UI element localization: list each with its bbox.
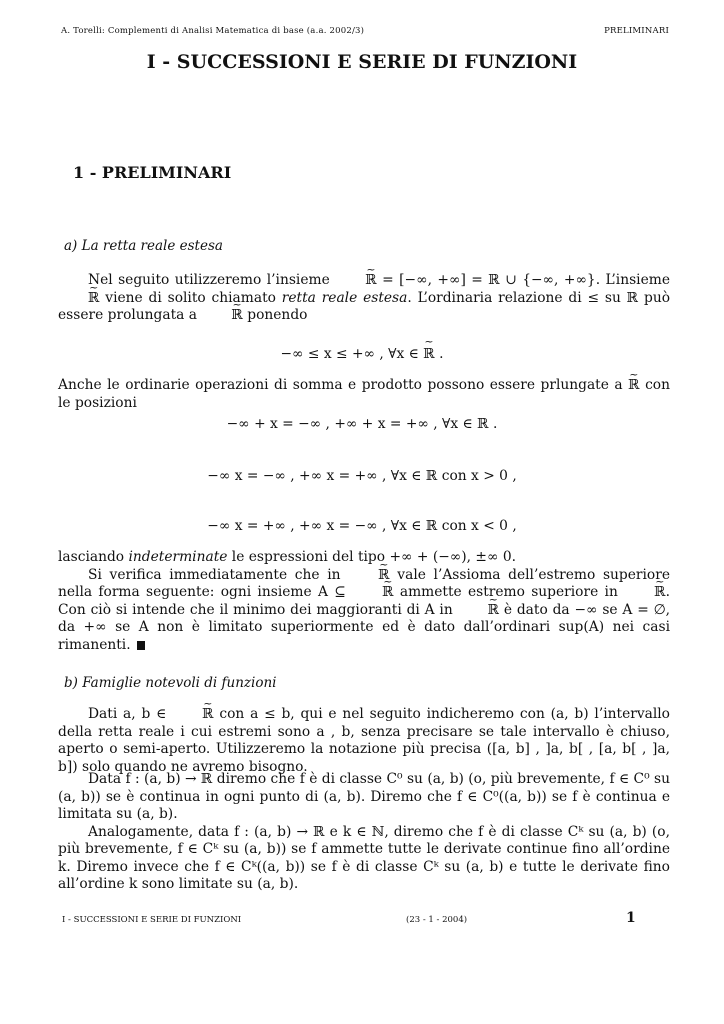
text-a1-end: ponendo <box>242 307 308 323</box>
eq1-text: −∞ ≤ x ≤ +∞ , ∀x ∈ <box>280 346 424 362</box>
text-a1-start: Nel seguito utilizzeremo l’insieme <box>88 272 336 288</box>
qed-square-icon <box>137 641 145 650</box>
running-header-left: A. Torelli: Complementi di Analisi Matematica di base (a.a. 2002/3) <box>61 26 365 36</box>
subsection-b-title: b) Famiglie notevoli di funzioni <box>64 675 277 691</box>
extended-reals-symbol: ~ ℝ <box>58 290 99 308</box>
extended-reals-symbol: ~ ℝ <box>201 307 242 325</box>
chapter-title: I - SUCCESSIONI E SERIE DI FUNZIONI <box>146 51 578 73</box>
section-title: 1 - PRELIMINARI <box>73 163 232 182</box>
paragraph-a1 <box>58 272 670 325</box>
extended-reals-symbol: ~ ℝ <box>352 584 393 602</box>
paragraph-b2 <box>58 771 670 894</box>
extended-reals-symbol: ~ ℝ <box>458 602 499 620</box>
extended-reals-symbol: ~ ℝ <box>423 346 434 362</box>
extended-reals-symbol: ~ ℝ <box>335 272 376 290</box>
text-a1-cont: viene di solito chiamato <box>99 289 282 306</box>
text-b2: Data f : (a, b) → ℝ diremo che f è di classe C⁰ su (a, b) (o, più brevemente, f ∈ C⁰ su (a, b)) se è continua in ogni punto di (a, b). Diremo che f ∈ C⁰((a, b)) se f è continua e limitata su (a, b). <box>58 771 670 822</box>
subsection-a-title: a) La retta reale estesa <box>64 238 223 254</box>
text-a2-end: con le posizioni <box>58 377 670 411</box>
running-footer-date: (23 - 1 - 2004) <box>406 915 468 925</box>
text-a2-start: Anche le ordinarie operazioni di somma e prodotto possono essere prlungate a <box>58 377 629 393</box>
term-indeterminate: indeterminate <box>128 549 228 565</box>
extended-reals-symbol: ~ ℝ <box>348 567 389 585</box>
text-b1-start: Dati a, b ∈ <box>88 706 173 722</box>
text-a4-mid3: . Con ciò si intende che il minimo dei maggioranti di A in <box>58 584 671 618</box>
paragraph-b1 <box>58 706 670 776</box>
extended-reals-symbol: ~ ℝ <box>624 584 665 602</box>
text-b3: Analogamente, data f : (a, b) → ℝ e k ∈ ℕ, diremo che f è di classe Cᵏ su (a, b) (o, più brevemente, f ∈ Cᵏ su (a, b)) se f ammette tutte le derivate continue fino all’ordine k. Diremo invece che f ∈ Cᵏ((a, b)) se f è di classe Cᵏ su (a, b) e tutte le derivate fino all’ordine k sono limitate su (a, b). <box>58 823 670 892</box>
equation-product-negative: −∞ x = +∞ , +∞ x = −∞ , ∀x ∈ ℝ con x < 0 , <box>207 518 517 534</box>
text-a4-mid2: ammette estremo superiore in <box>393 584 625 600</box>
paragraph-a2 <box>58 377 670 412</box>
text-a1-rest: . L’ordinaria relazione di ≤ su ℝ può essere prolungata a <box>58 289 671 323</box>
term-retta-reale-estesa: retta reale estesa <box>281 289 408 306</box>
text-a4-end: è dato da −∞ se A = ∅, da +∞ se A non è limitato superiormente ed è dato dall’ordinari sup(A) nei casi rimanenti. <box>58 601 670 653</box>
text-a4-start: Si verifica immediatamente che in <box>88 566 349 583</box>
equation-product-positive: −∞ x = −∞ , +∞ x = +∞ , ∀x ∈ ℝ con x > 0 , <box>207 468 517 484</box>
equation-order: −∞ ≤ x ≤ +∞ , ∀x ∈ ~ ℝ . <box>0 346 724 362</box>
text-b1-end: con a ≤ b, qui e nel seguito indicheremo con (a, b) l’intervallo della retta reale i cui estremi sono a , b, senza precisare se tale intervallo è chiuso, aperto o semi-aperto. Utilizzeremo la notazione più precisa ([a, b] , ]a, b[ , [a, b[ , ]a, b]) solo quando ne avremo bisogno. <box>58 706 670 775</box>
page-number: 1 <box>626 910 636 926</box>
text-a4-mid1: vale l’Assioma dell’estremo superiore nella forma seguente: ogni insieme A ⊆ <box>58 566 670 600</box>
running-footer-left: I - SUCCESSIONI E SERIE DI FUNZIONI <box>62 915 242 925</box>
paragraph-a3 <box>58 549 670 654</box>
extended-reals-symbol: ~ ℝ <box>628 377 639 395</box>
extended-reals-symbol: ~ ℝ <box>172 706 213 724</box>
text-a3-start: lasciando <box>58 549 129 565</box>
running-header-right: PRELIMINARI <box>604 26 669 36</box>
text-a1-def: = [−∞, +∞] = ℝ ∪ {−∞, +∞}. L’insieme <box>376 272 670 288</box>
equation-sum: −∞ + x = −∞ , +∞ + x = +∞ , ∀x ∈ ℝ . <box>226 416 498 432</box>
text-a3-end: le espressioni del tipo +∞ + (−∞), ±∞ 0. <box>227 549 517 565</box>
